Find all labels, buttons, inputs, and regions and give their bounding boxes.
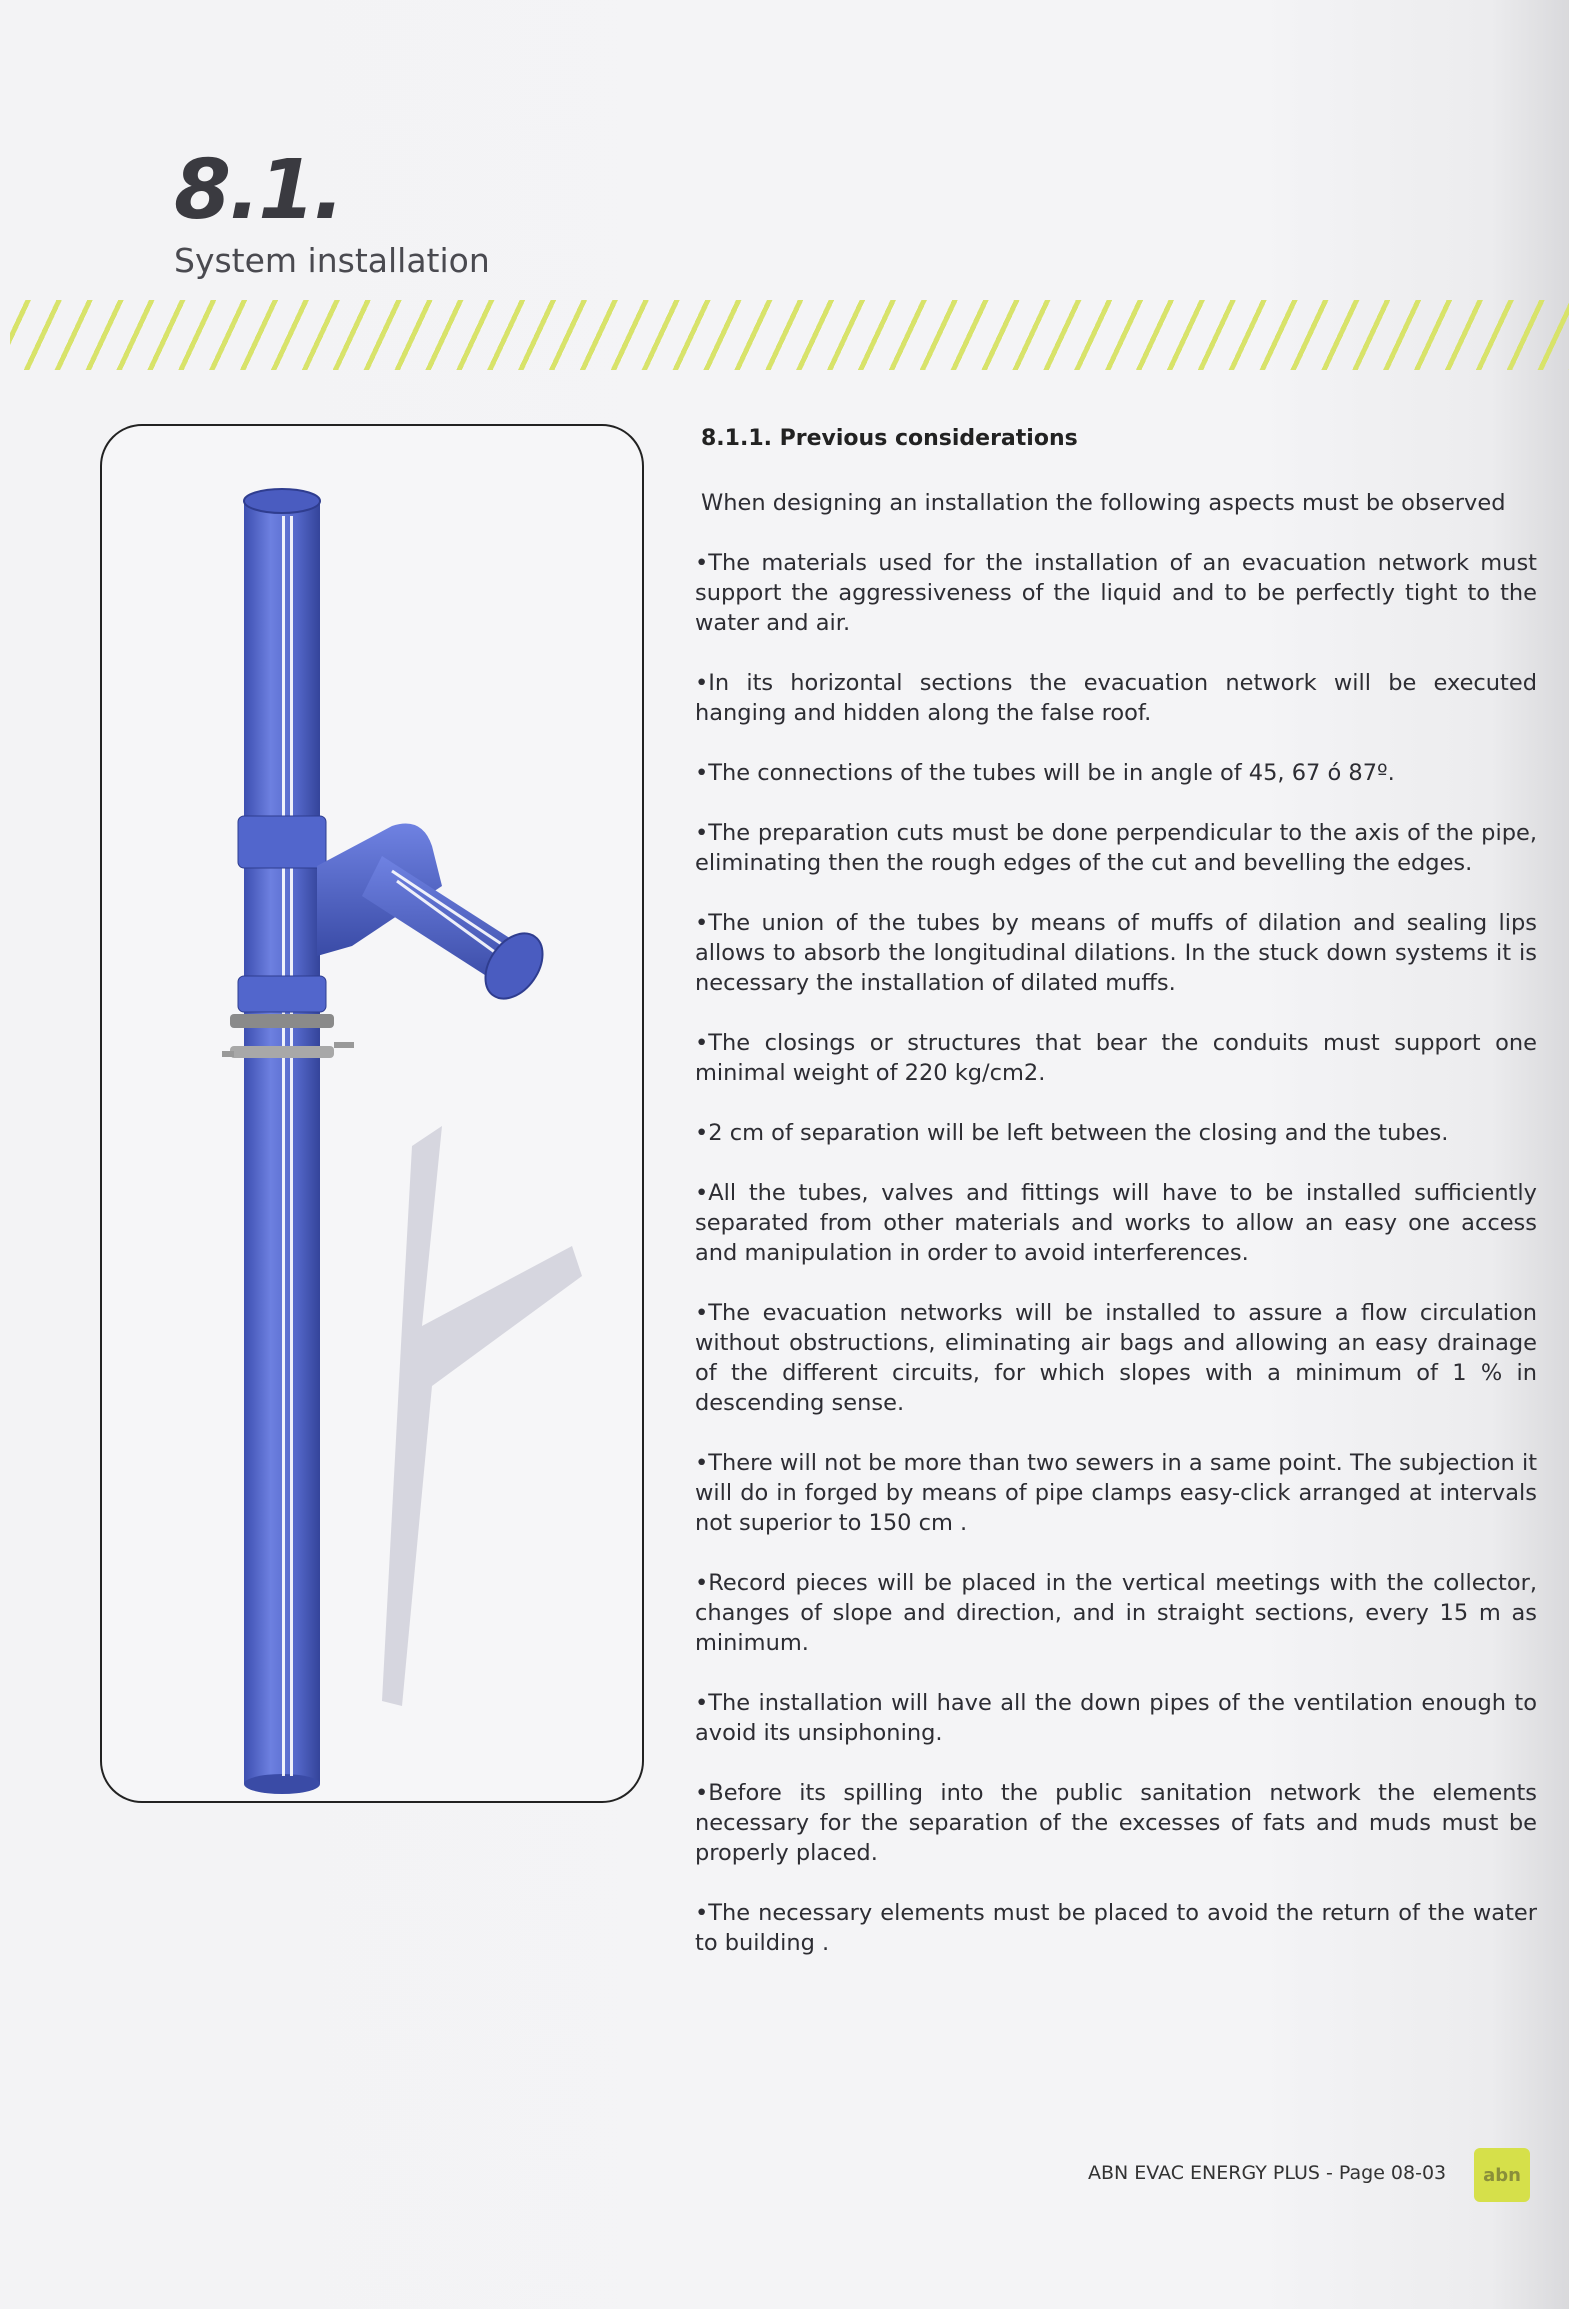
decorative-stripe [10, 300, 1569, 370]
bullet-item: •The necessary elements must be placed to avoid the return of the water to building . [695, 1900, 1537, 1956]
bullet-item: •Before its spilling into the public sanitation network the elements necessary for the separation of the excesses of fats and muds must be properly placed. [695, 1780, 1537, 1866]
bullet-item: •The union of the tubes by means of muffs of dilation and sealing lips allows to absorb the longitudinal dilations. In the stuck down systems it is necessary the installation of dilated muffs. [695, 910, 1537, 996]
figure-frame [100, 424, 644, 1803]
bullet-item: •The evacuation networks will be installed to assure a flow circulation without obstructions, eliminating air bags and allowing an easy drainage of the different circuits, for which slopes with a minimum of 1 % in descending sense. [695, 1300, 1537, 1416]
bullet-item: •The materials used for the installation of an evacuation network must support the aggressiveness of the liquid and to be perfectly tight to the water and air. [695, 550, 1537, 636]
section-title: System installation [174, 241, 490, 280]
bullet-list [695, 548, 1537, 1958]
bullet-item: •The connections of the tubes will be in angle of 45, 67 ó 87º. [695, 760, 1395, 786]
text-column [695, 424, 1537, 1988]
bullet-item: •The closings or structures that bear the conduits must support one minimal weight of 220 kg/cm2. [695, 1030, 1537, 1086]
bullet-item: •There will not be more than two sewers in a same point. The subjection it will do in forged by means of pipe clamps easy-click arranged at intervals not superior to 150 cm . [695, 1450, 1538, 1536]
section-number: 8.1. [174, 143, 343, 238]
pipe-installation-illustration [102, 426, 642, 1801]
bullet-item: •2 cm of separation will be left between the closing and the tubes. [695, 1120, 1449, 1146]
abn-logo: abn [1474, 2148, 1530, 2202]
bullet-item: •All the tubes, valves and fittings will have to be installed sufficiently separated from other materials and works to allow an easy one access and manipulation in order to avoid interferences. [695, 1180, 1537, 1266]
intro-text: When designing an installation the following aspects must be observed [701, 490, 1506, 516]
footer-text: ABN EVAC ENERGY PLUS - Page 08-03 [1088, 2162, 1447, 2184]
subheading: 8.1.1. Previous considerations [701, 426, 1078, 451]
bullet-item: •The installation will have all the down pipes of the ventilation enough to avoid its unsiphoning. [695, 1690, 1537, 1746]
bullet-item: •In its horizontal sections the evacuation network will be executed hanging and hidden along the false roof. [695, 670, 1537, 726]
bullet-item: •Record pieces will be placed in the vertical meetings with the collector, changes of slope and direction, and in straight sections, every 15 m as minimum. [695, 1570, 1537, 1656]
bullet-item: •The preparation cuts must be done perpendicular to the axis of the pipe, eliminating then the rough edges of the cut and bevelling the edges. [695, 820, 1537, 876]
